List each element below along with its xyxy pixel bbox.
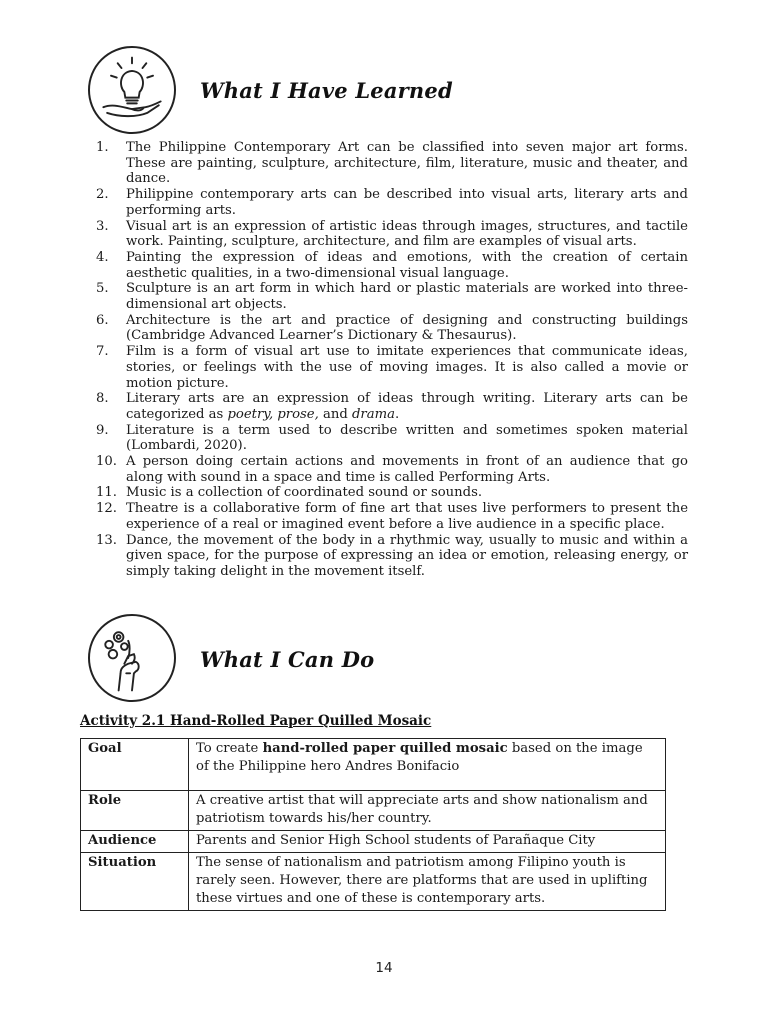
learned-list	[96, 140, 688, 580]
section-title-can-do: What I Can Do	[200, 647, 375, 672]
list-item: 7. Film is a form of visual art use to imitate experiences that communicate ideas, stories, or feelings with the use of moving images. It is also called a movie or motion picture.	[96, 344, 688, 391]
activity-title: Activity 2.1 Hand-Rolled Paper Quilled Mosaic	[80, 713, 432, 729]
row-label-role: Role	[81, 791, 189, 831]
row-value-goal: To create hand-rolled paper quilled mosaic based on the image of the Philippine hero Andres Bonifacio	[189, 739, 666, 791]
list-item: 3. Visual art is an expression of artistic ideas through images, structures, and tactile work. Painting, sculpture, architecture, and film are examples of visual arts.	[96, 218, 688, 250]
list-item: 8. Literary arts are an expression of ideas through writing. Literary arts can be categorized as poetry, prose, and drama.	[96, 391, 688, 422]
gears-hand-icon	[88, 614, 176, 702]
row-label-audience: Audience	[81, 831, 189, 853]
row-value-situation: The sense of nationalism and patriotism among Filipino youth is rarely seen. However, there are platforms that are used in uplifting these virtues and one of these is contemporary arts.	[189, 853, 666, 911]
activity-table	[80, 738, 666, 911]
table-row	[81, 739, 666, 791]
row-label-goal: Goal	[81, 739, 189, 791]
row-value-audience: Parents and Senior High School students of Parañaque City	[189, 831, 666, 853]
list-item: 11. Music is a collection of coordinated sound or sounds.	[96, 485, 483, 501]
row-label-situation: Situation	[81, 853, 189, 911]
section-title-learned: What I Have Learned	[200, 78, 453, 103]
list-item: 13. Dance, the movement of the body in a rhythmic way, usually to music and within a given space, for the purpose of expressing an idea or emotion, releasing energy, or simply taking delight in the movement itself.	[96, 532, 688, 579]
table-row	[81, 831, 666, 853]
row-value-role: A creative artist that will appreciate arts and show nationalism and patriotism towards his/her country.	[189, 791, 666, 831]
list-item: 5. Sculpture is an art form in which hard or plastic materials are worked into three-dimensional art objects.	[96, 281, 688, 313]
list-item: 9. Literature is a term used to describe written and sometimes spoken material (Lombardi, 2020).	[96, 422, 688, 454]
lightbulb-hand-icon	[88, 46, 176, 134]
list-item: 6. Architecture is the art and practice of designing and constructing buildings (Cambridge Advanced Learner’s Dictionary & Thesaurus).	[96, 312, 688, 344]
list-item: 2. Philippine contemporary arts can be described into visual arts, literary arts and performing arts.	[96, 187, 688, 218]
list-item: 12. Theatre is a collaborative form of fine art that uses live performers to present the experience of a real or imagined event before a live audience in a specific place.	[96, 501, 688, 532]
page-number: 14	[375, 960, 393, 976]
list-item: 10. A person doing certain actions and movements in front of an audience that go along with sound in a space and time is called Performing Arts.	[96, 454, 688, 485]
table-row	[81, 791, 666, 831]
list-item: 1. The Philippine Contemporary Art can be classified into seven major art forms. These are painting, sculpture, architecture, film, literature, music and theater, and dance.	[96, 140, 688, 187]
table-row	[81, 853, 666, 911]
list-item: 4. Painting the expression of ideas and emotions, with the creation of certain aesthetic qualities, in a two-dimensional visual language.	[96, 249, 688, 281]
